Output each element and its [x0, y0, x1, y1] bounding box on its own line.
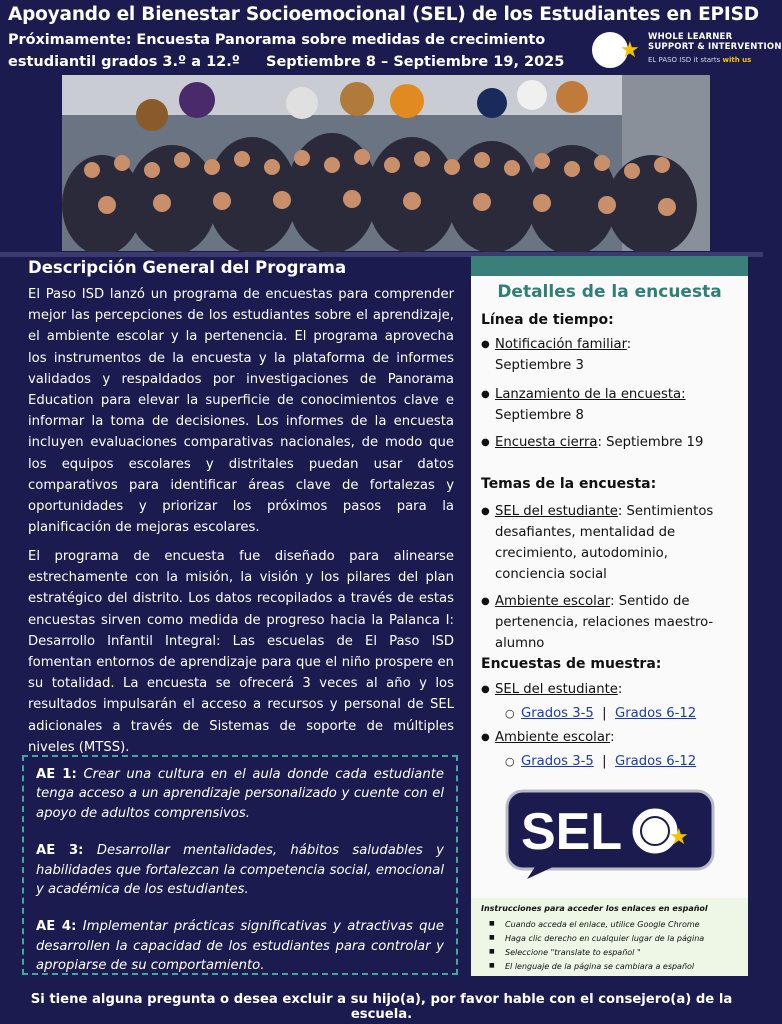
link-sel-grades-3-5[interactable]: Grados 3-5 — [521, 706, 594, 721]
goal-item — [36, 841, 444, 899]
overview-heading: Descripción General del Programa — [28, 258, 347, 277]
panel-accent-bar — [471, 256, 748, 276]
goal-text: Desarrollar mentalidades, hábitos saludables y habilidades que fortalezcan la competencia social, emocional y académica de los estudiantes. — [36, 843, 444, 898]
sample-item: ● Ambiente escolar: — [479, 727, 741, 748]
survey-dates: Septiembre 8 – Septiembre 19, 2025 — [266, 54, 565, 70]
survey-details-panel — [471, 256, 748, 976]
link-climate-grades-3-5[interactable]: Grados 3-5 — [521, 754, 594, 769]
topic-item: ● Ambiente escolar: Sentido de pertenencia, relaciones maestro-alumno — [479, 591, 741, 654]
timeline-label: Encuesta cierra — [495, 435, 598, 450]
goal-text: Implementar prácticas significativas y atractivas que desarrollen la capacidad de los estudiantes para controlar y apropiarse de su comportamiento. — [36, 919, 444, 974]
sample-label: Ambiente escolar — [495, 730, 611, 745]
sample-links: ○ Grados 3-5 | Grados 6-12 — [479, 703, 741, 724]
topics-list — [479, 501, 741, 654]
details-heading: Detalles de la encuesta — [497, 282, 722, 302]
program-overview — [28, 258, 458, 277]
timeline-heading: Línea de tiempo: — [481, 312, 614, 328]
topic-label: SEL del estudiante — [495, 504, 618, 519]
overview-paragraph-1: El Paso ISD lanzó un programa de encuestas para comprender mejor las percepciones de los estudiantes sobre el aprendizaje, el ambiente escolar y la pertenencia. El programa aprovecha los instrumentos de la encuesta y la plataforma de informes validados y respaldados por investigaciones de Panorama Education para elevar la superficie de conocimientos clave e informar la toma de decisiones. Los informes de la encuesta incluyen evaluaciones comparativas nacionales, de modo que los equipos escolares y distritales puedan usar datos comparativos para identificar áreas clave de fortalezas y oportunidades y priorizar los próximos pasos para la planificación de mejoras escolares. — [28, 287, 454, 536]
goal-label: AE 1: — [36, 767, 77, 782]
sample-item: ● SEL del estudiante: — [479, 679, 741, 700]
students-photo — [62, 75, 710, 251]
star-icon: ★ — [620, 38, 640, 63]
logo-line-1: WHOLE LEARNER — [648, 32, 733, 42]
link-climate-grades-6-12[interactable]: Grados 6-12 — [614, 754, 697, 769]
topic-item: ● SEL del estudiante: Sentimientos desafiantes, mentalidad de crecimiento, autodominio, conciencia social — [479, 501, 741, 585]
goal-label: AE 4: — [36, 919, 77, 935]
timeline-value: Septiembre 3 — [495, 358, 584, 373]
overview-paragraph-2: El programa de encuesta fue diseñado para alinearse estrechamente con la misión, la visión y los pilares del plan estratégico del distrito. Los datos recopilados a través de estas encuestas sirven como medida de progreso hacia la Palanca I: Desarrollo Infantil Integral: Las escuelas de El Paso ISD fomentan entornos de aprendizaje para que el niño prospere en su totalidad. La encuesta se ofrecerá 3 veces al año y los resultados impulsarán el acceso a recursos y personal de SEL adicionales a través de Sistemas de soporte de múltiples niveles (MTSS). — [28, 549, 454, 755]
timeline-item — [479, 384, 741, 426]
timeline-item: ● Encuesta cierra: Septiembre 19 — [479, 432, 741, 453]
footer-note: Si tiene alguna pregunta o desea excluir a su hijo(a), por favor hable con el consejero(a) de la escuela. — [30, 992, 733, 1022]
link-sel-grades-6-12[interactable]: Grados 6-12 — [614, 706, 697, 721]
topic-label: Ambiente escolar — [495, 594, 611, 609]
timeline-item: ● Notificación familiar: Septiembre 3 — [479, 334, 741, 376]
goal-item — [36, 765, 444, 823]
logo-line-2: SUPPORT & INTERVENTION — [648, 42, 782, 52]
whole-learner-logo — [588, 30, 782, 70]
topics-heading: Temas de la encuesta: — [481, 476, 657, 492]
logo-line-3-prefix: EL PASO ISD it starts — [648, 56, 721, 64]
subtitle-line-1: Próximamente: Encuesta Panorama sobre medidas de crecimiento — [8, 32, 546, 48]
sample-links: ○ Grados 3-5 | Grados 6-12 — [479, 751, 741, 772]
goal-text: Crear una cultura en el aula donde cada estudiante tenga acceso a un aprendizaje personalizado y cuente con el apoyo de adultos comprensivos. — [36, 767, 444, 821]
samples-heading: Encuestas de muestra: — [481, 656, 662, 672]
topic-value: Sentido de pertenencia, relaciones maestro-alumno — [495, 594, 714, 651]
instructions-box — [471, 898, 748, 976]
instructions-title: Instrucciones para acceder los enlaces en español — [481, 904, 708, 913]
topic-value: Sentimientos desafiantes, mentalidad de crecimiento, autodominio, conciencia social — [495, 504, 714, 582]
logo-line-3 — [648, 56, 751, 64]
instruction-item: ■ El lenguaje de la página se cambiara a español — [489, 962, 694, 971]
samples-list — [479, 679, 741, 772]
timeline-value: Septiembre 8 — [495, 408, 584, 423]
timeline-list — [479, 334, 741, 453]
timeline-value: Septiembre 19 — [606, 435, 704, 450]
logo-line-3-highlight: with us — [722, 56, 752, 64]
strategic-goals-box — [22, 755, 458, 975]
goal-label: AE 3: — [36, 843, 84, 859]
instruction-item: ■ Cuando acceda el enlace, utilice Google Chrome — [489, 920, 700, 929]
sel-badge-text: SEL — [521, 803, 623, 861]
instruction-item: ■ Seleccione "translate to español " — [489, 948, 641, 957]
instruction-item: ■ Haga clic derecho en cualquier lugar de la página — [489, 934, 704, 943]
goal-item — [36, 917, 444, 975]
sel-badge-star-icon: ★ — [669, 825, 689, 850]
page-title: Apoyando el Bienestar Socioemocional (SEL) de los Estudiantes en EPISD — [8, 4, 759, 25]
sel-badge-logo — [505, 789, 715, 879]
subtitle-line-2: estudiantil grados 3.º a 12.º — [8, 54, 240, 70]
timeline-label: Notificación familiar — [495, 337, 627, 352]
sample-label: SEL del estudiante — [495, 682, 618, 697]
timeline-label: Lanzamiento de la encuesta: — [495, 387, 686, 402]
